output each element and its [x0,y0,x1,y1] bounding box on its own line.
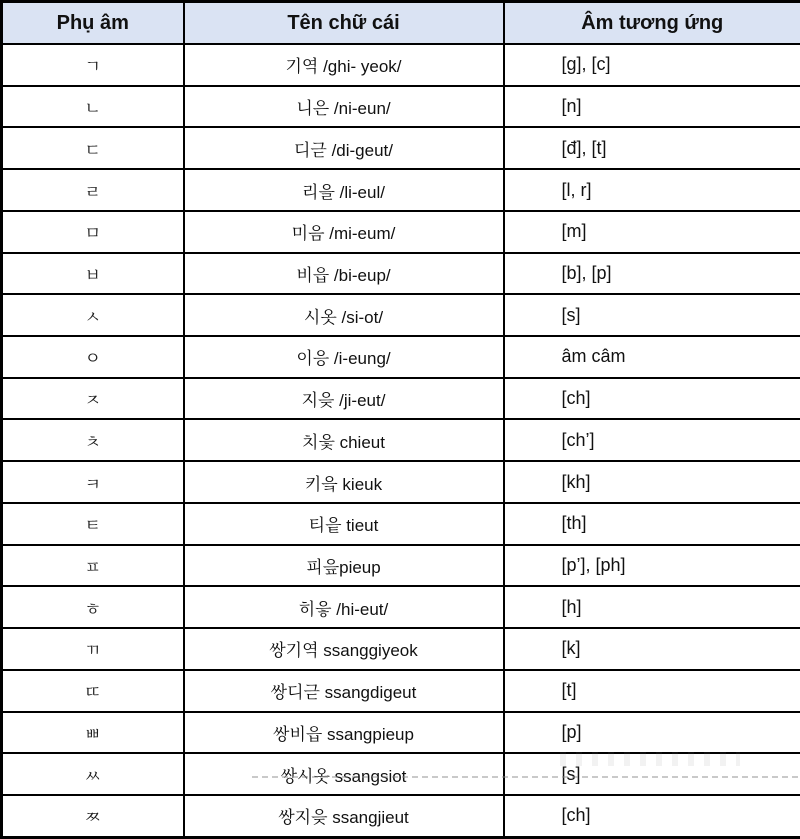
consonant-cell: ㄸ [2,670,184,712]
table-body [2,44,800,838]
table-row [2,127,800,169]
header-sound: Âm tương ứng [504,2,800,45]
consonant-cell: ㅌ [2,503,184,545]
sound-cell: [kh] [504,461,800,503]
sound-cell: [ch’] [504,419,800,461]
letter-name-cell: 니은 /ni-eun/ [184,86,504,128]
letter-name-cell: 쌍시옷 ssangsiot [184,753,504,795]
letter-name-cell: 쌍지읒 ssangjieut [184,795,504,838]
table-row [2,86,800,128]
table-row [2,795,800,838]
sound-cell: [h] [504,586,800,628]
header-consonant: Phụ âm [2,2,184,45]
sound-cell: [ch] [504,795,800,838]
letter-name-cell: 치읓 chieut [184,419,504,461]
consonant-cell: ㄴ [2,86,184,128]
letter-name-cell: 디귿 /di-geut/ [184,127,504,169]
header-row [2,2,800,45]
table-row [2,670,800,712]
table-row [2,586,800,628]
sound-cell: [n] [504,86,800,128]
sound-cell: âm câm [504,336,800,378]
letter-name-cell: 쌍비읍 ssangpieup [184,712,504,754]
table-row [2,753,800,795]
letter-name-cell: 기역 /ghi- yeok/ [184,44,504,86]
sound-cell: [g], [c] [504,44,800,86]
letter-name-cell: 미음 /mi-eum/ [184,211,504,253]
table-row [2,628,800,670]
letter-name-cell: 쌍디귿 ssangdigeut [184,670,504,712]
table-row [2,378,800,420]
sound-cell: [p] [504,712,800,754]
consonant-cell: ㅎ [2,586,184,628]
sound-cell: [b], [p] [504,253,800,295]
letter-name-cell: 티읕 tieut [184,503,504,545]
sound-cell: [ch] [504,378,800,420]
letter-name-cell: 리을 /li-eul/ [184,169,504,211]
letter-name-cell: 쌍기역 ssanggiyeok [184,628,504,670]
header-letter-name: Tên chữ cái [184,2,504,45]
sound-cell: [đ], [t] [504,127,800,169]
consonant-cell: ㅋ [2,461,184,503]
sound-cell: [s] [504,753,800,795]
table-row [2,294,800,336]
table-row [2,44,800,86]
table-row [2,419,800,461]
table-row [2,545,800,587]
consonant-cell: ㅃ [2,712,184,754]
sound-cell: [th] [504,503,800,545]
letter-name-cell: 지읒 /ji-eut/ [184,378,504,420]
sound-cell: [l, r] [504,169,800,211]
consonant-cell: ㄷ [2,127,184,169]
consonant-cell: ㅆ [2,753,184,795]
table-row [2,253,800,295]
table-row [2,336,800,378]
table-header [2,2,800,45]
consonant-cell: ㅇ [2,336,184,378]
consonant-cell: ㅉ [2,795,184,838]
sound-cell: [k] [504,628,800,670]
table-row [2,211,800,253]
consonant-cell: ㄱ [2,44,184,86]
table-row [2,461,800,503]
letter-name-cell: 시옷 /si-ot/ [184,294,504,336]
letter-name-cell: 키읔 kieuk [184,461,504,503]
consonant-cell: ㅁ [2,211,184,253]
letter-name-cell: 피읖pieup [184,545,504,587]
consonant-cell: ㅍ [2,545,184,587]
consonant-cell: ㄹ [2,169,184,211]
sound-cell: [t] [504,670,800,712]
letter-name-cell: 이응 /i-eung/ [184,336,504,378]
table-row [2,712,800,754]
table-row [2,503,800,545]
consonant-cell: ㅅ [2,294,184,336]
consonant-cell: ㅂ [2,253,184,295]
sound-cell: [m] [504,211,800,253]
consonant-cell: ㅊ [2,419,184,461]
consonant-cell: ㄲ [2,628,184,670]
letter-name-cell: 비읍 /bi-eup/ [184,253,504,295]
letter-name-cell: 히읗 /hi-eut/ [184,586,504,628]
consonant-cell: ㅈ [2,378,184,420]
sound-cell: [p’], [ph] [504,545,800,587]
sound-cell: [s] [504,294,800,336]
table-row [2,169,800,211]
